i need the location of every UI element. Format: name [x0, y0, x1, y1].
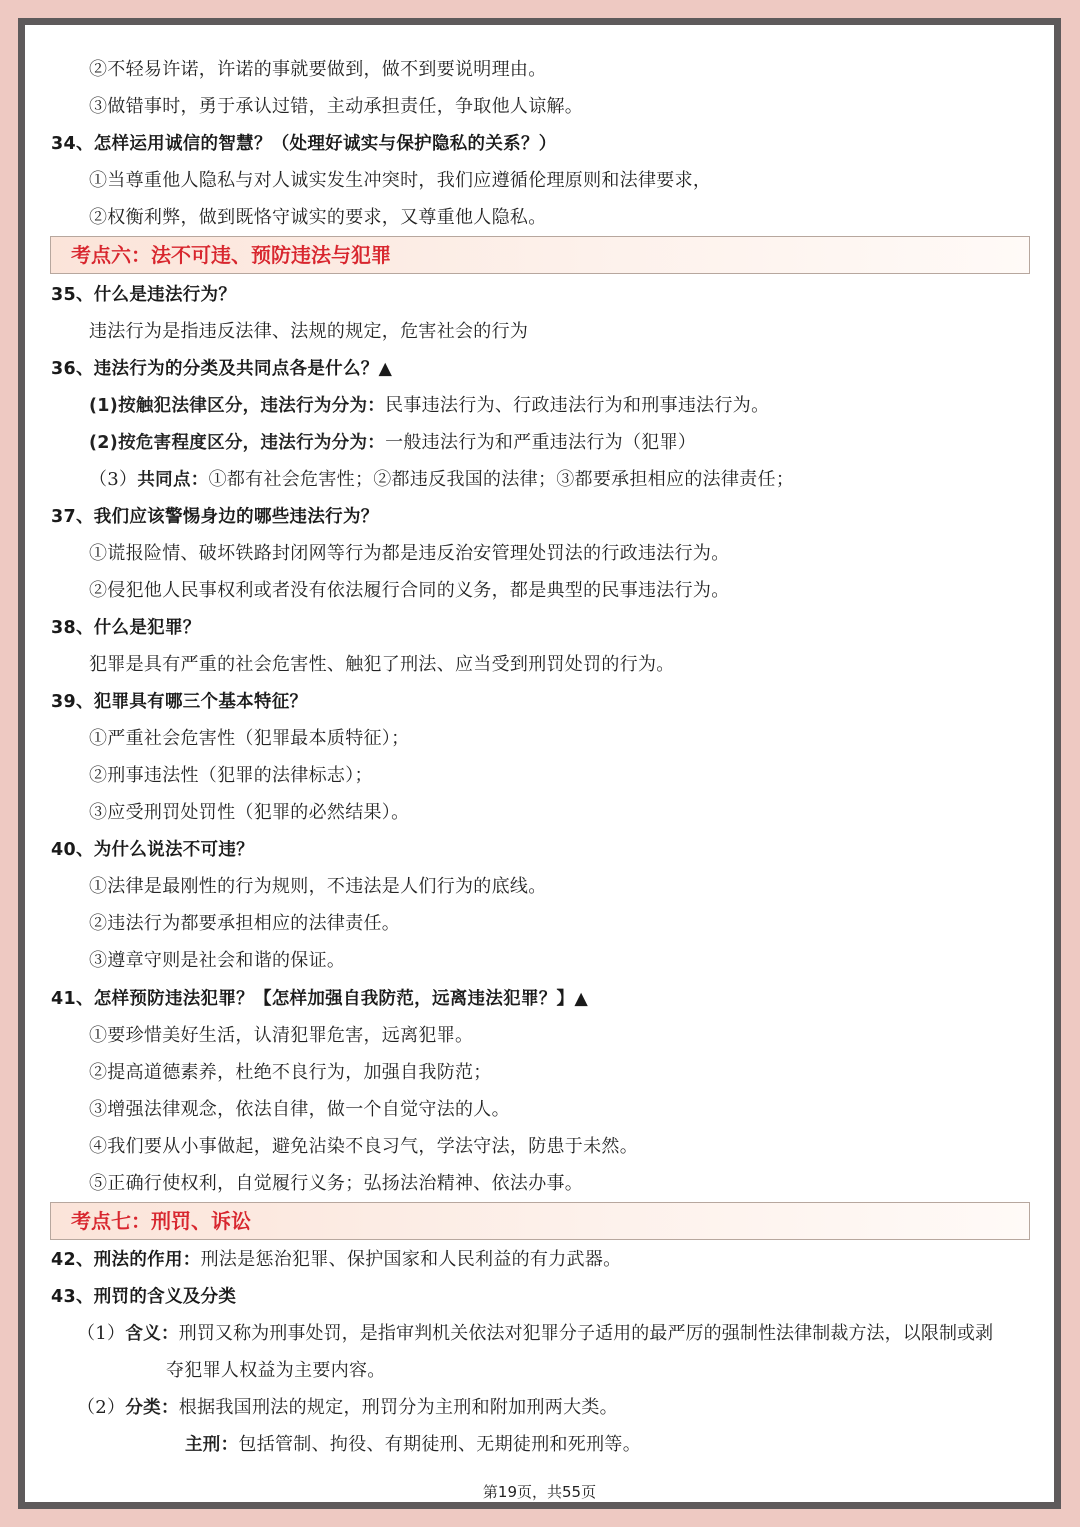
answer-text: 包括管制、拘役、有期徒刑、无期徒刑和死刑等。 — [238, 1434, 642, 1455]
answer-text: 根据我国刑法的规定，刑罚分为主刑和附加刑两大类。 — [178, 1397, 618, 1418]
answer-line — [89, 430, 696, 456]
section-title: 考点七：刑罚、诉讼 — [71, 1209, 251, 1233]
answer-text: ①都有社会危害性；②都违反我国的法律；③都要承担相应的法律责任； — [208, 469, 795, 490]
answer-prefix: （3） — [89, 469, 138, 490]
question-41: 41、怎样预防违法犯罪？【怎样加强自我防范，远离违法犯罪？】▲ — [51, 989, 589, 1009]
page-number: 第19页，共55页 — [482, 1483, 597, 1501]
answer-line: ②提高道德素养，杜绝不良行为，加强自我防范； — [89, 1062, 492, 1083]
answer-line — [89, 467, 794, 493]
answer-label: (1)按触犯法律区分，违法行为分为： — [89, 396, 386, 416]
question-34: 34、怎样运用诚信的智慧？（处理好诚实与保护隐私的关系？） — [51, 134, 557, 154]
question-40: 40、为什么说法不可违？ — [51, 840, 254, 860]
answer-line — [77, 1395, 618, 1421]
question-36: 36、违法行为的分类及共同点各是什么？▲ — [51, 359, 393, 379]
answer-label: 主刑： — [185, 1435, 239, 1455]
answer-line: 犯罪是具有严重的社会危害性、触犯了刑法、应当受到刑罚处罚的行为。 — [89, 654, 675, 675]
answer-line: ②权衡利弊，做到既恪守诚实的要求，又尊重他人隐私。 — [89, 207, 547, 228]
answer-line: ①法律是最刚性的行为规则，不违法是人们行为的底线。 — [89, 876, 547, 897]
answer-line: ③遵章守则是社会和谐的保证。 — [89, 950, 346, 971]
question-35: 35、什么是违法行为？ — [51, 285, 237, 305]
text-line: ②不轻易许诺，许诺的事就要做到，做不到要说明理由。 — [89, 59, 547, 80]
section-title: 考点六：法不可违、预防违法与犯罪 — [71, 243, 391, 267]
text-line: ③做错事时，勇于承认过错，主动承担责任，争取他人谅解。 — [89, 96, 584, 117]
answer-line: ②刑事违法性（犯罪的法律标志）； — [89, 765, 373, 786]
answer-line: ③应受刑罚处罚性（犯罪的必然结果）。 — [89, 802, 410, 823]
answer-line — [185, 1432, 641, 1458]
answer-line: ③增强法律观念，依法自律，做一个自觉守法的人。 — [89, 1099, 510, 1120]
answer-line: 违法行为是指违反法律、法规的规定，危害社会的行为 — [89, 321, 529, 342]
question-39: 39、犯罪具有哪三个基本特征？ — [51, 692, 308, 712]
answer-text: 刑法是惩治犯罪、保护国家和人民利益的有力武器。 — [200, 1249, 622, 1270]
question-37: 37、我们应该警惕身边的哪些违法行为？ — [51, 507, 379, 527]
document-content — [25, 25, 1054, 1502]
answer-line: ②违法行为都要承担相应的法律责任。 — [89, 913, 401, 934]
answer-line: ④我们要从小事做起，避免沾染不良习气，学法守法，防患于未然。 — [89, 1136, 638, 1157]
answer-line — [89, 393, 769, 419]
section-header-7 — [50, 1202, 1030, 1240]
answer-line: 夺犯罪人权益为主要内容。 — [166, 1360, 386, 1381]
page-frame — [18, 18, 1061, 1509]
answer-prefix: （1） — [77, 1323, 126, 1344]
answer-text: 一般违法行为和严重违法行为（犯罪） — [385, 432, 697, 453]
question-38: 38、什么是犯罪？ — [51, 618, 201, 638]
answer-text: 民事违法行为、行政违法行为和刑事违法行为。 — [385, 395, 770, 416]
answer-line: ①当尊重他人隐私与对人诚实发生冲突时，我们应遵循伦理原则和法律要求， — [89, 170, 712, 191]
section-header-6 — [50, 236, 1030, 274]
answer-line: ⑤正确行使权利，自觉履行义务；弘扬法治精神、依法办事。 — [89, 1173, 584, 1194]
question-title: 42、刑法的作用： — [51, 1250, 201, 1270]
answer-label: (2)按危害程度区分，违法行为分为： — [89, 433, 386, 453]
answer-line — [77, 1321, 993, 1347]
answer-text: 刑罚又称为刑事处罚，是指审判机关依法对犯罪分子适用的最严厉的强制性法律制裁方法，以限制或剥 — [178, 1323, 994, 1344]
answer-line: ①要珍惜美好生活，认清犯罪危害，远离犯罪。 — [89, 1025, 474, 1046]
answer-label: 分类： — [125, 1398, 179, 1418]
question-43: 43、刑罚的含义及分类 — [51, 1287, 237, 1307]
question-42 — [51, 1247, 621, 1273]
answer-label: 共同点： — [137, 470, 209, 490]
answer-line: ②侵犯他人民事权利或者没有依法履行合同的义务，都是典型的民事违法行为。 — [89, 580, 730, 601]
answer-prefix: （2） — [77, 1397, 126, 1418]
answer-line: ①谎报险情、破坏铁路封闭网等行为都是违反治安管理处罚法的行政违法行为。 — [89, 543, 730, 564]
answer-label: 含义： — [125, 1324, 179, 1344]
answer-line: ①严重社会危害性（犯罪最本质特征）； — [89, 728, 410, 749]
